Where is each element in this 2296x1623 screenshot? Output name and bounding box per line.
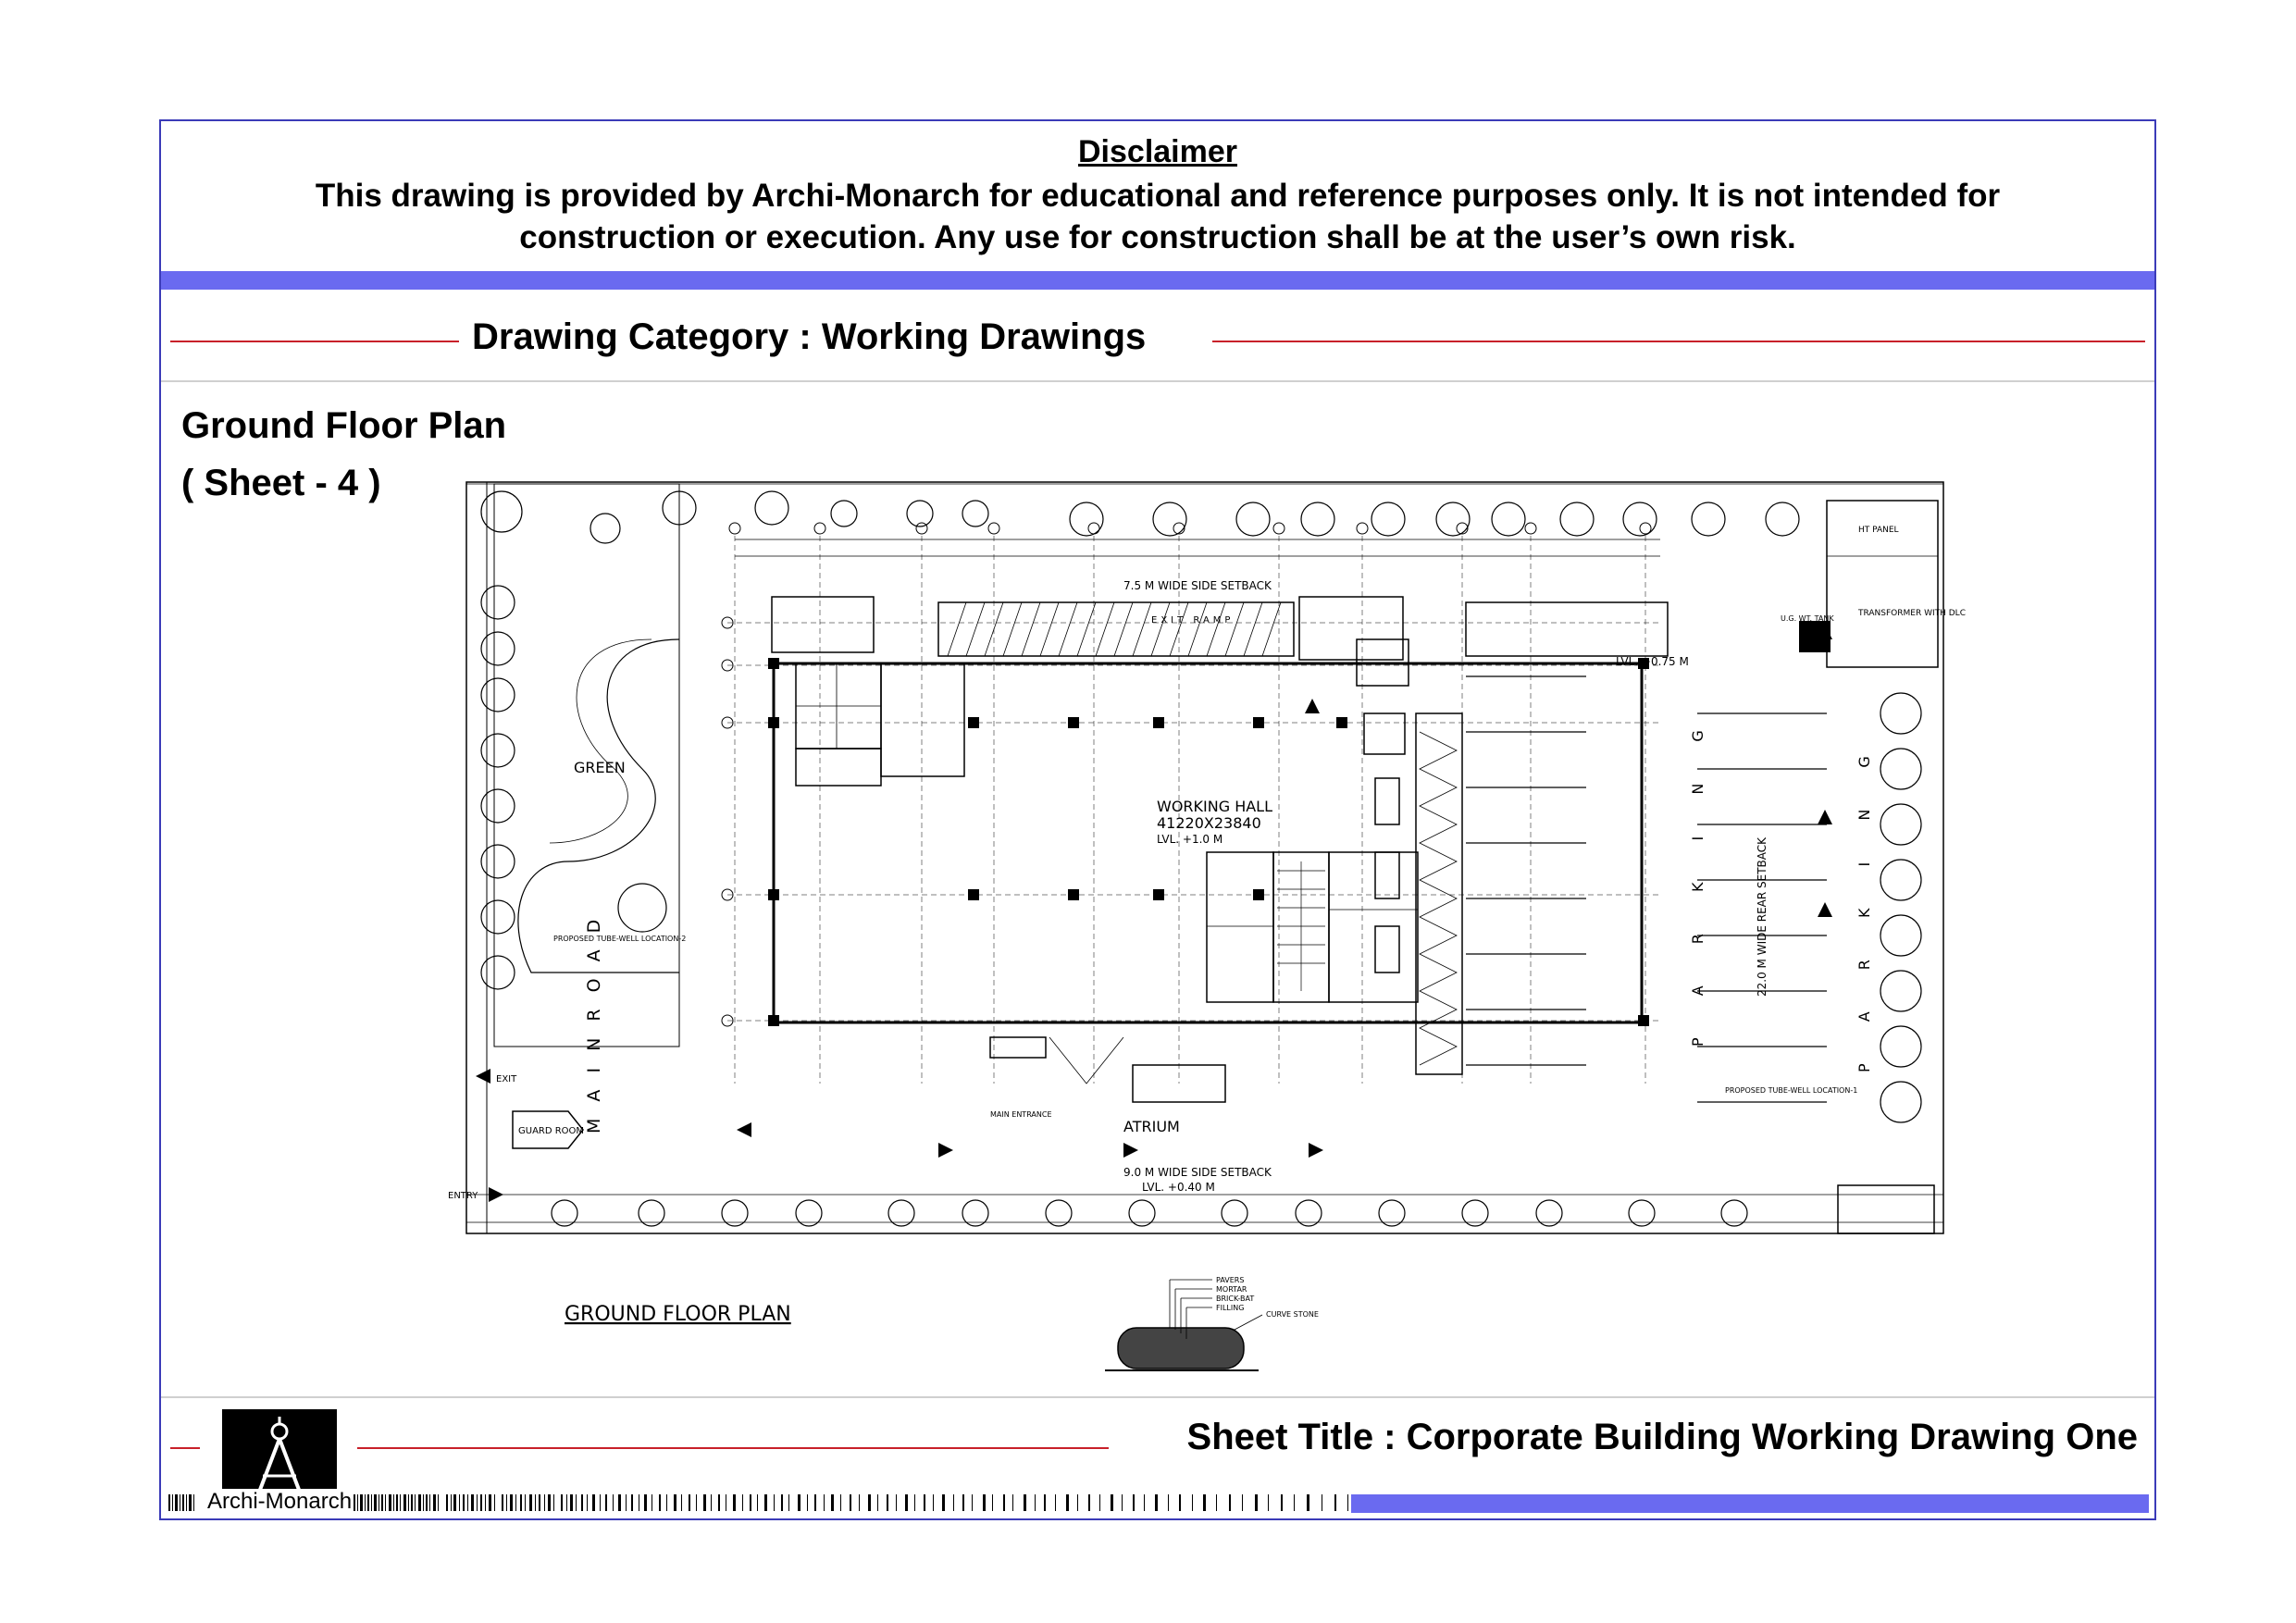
label-entry: ENTRY [448, 1191, 478, 1201]
exit-arrow [476, 1069, 490, 1084]
sheet-frame [159, 119, 2156, 1520]
plan-caption: GROUND FLOOR PLAN [565, 1303, 791, 1326]
detail-pavers: PAVERS [1216, 1276, 1245, 1284]
disclaimer-line-2: construction or execution. Any use for construction shall be at the user’s own risk. [519, 219, 1796, 255]
label-main-road: M A I N R O A D [584, 913, 604, 1134]
label-parking-right: P A R K I N G [1855, 737, 1873, 1072]
disclaimer-title: Disclaimer [1078, 134, 1237, 169]
label-working-hall: WORKING HALL [1157, 798, 1272, 815]
label-atrium: ATRIUM [1123, 1118, 1180, 1135]
label-rear-setback: 22.0 M WIDE REAR SETBACK [1756, 836, 1769, 997]
tree-row-right [1880, 693, 1921, 1122]
label-ug-tank: U.G. WT. TANK [1781, 614, 1834, 623]
footer-divider [161, 1396, 2154, 1398]
footer-blue-band [1351, 1494, 2149, 1513]
plan-sheet-number: ( Sheet - 4 ) [181, 463, 381, 503]
site-boundary [466, 482, 1943, 1233]
detail-brick-bat: BRICK-BAT [1216, 1295, 1255, 1303]
entry-arrow [489, 1187, 503, 1202]
label-main-entrance: MAIN ENTRANCE [990, 1110, 1052, 1119]
logo-text: Archi-Monarch [207, 1489, 353, 1514]
detail-mortar: MORTAR [1216, 1285, 1247, 1294]
label-exit-ramp: EXIT RAMP [1151, 615, 1235, 626]
sheet-title: Sheet Title : Corporate Building Working Drawing One [1186, 1417, 2138, 1457]
label-parking-left: P A R K I N G [1689, 712, 1706, 1047]
footer-rule-left [170, 1447, 200, 1449]
label-transformer: TRANSFORMER WITH DLC [1858, 609, 1966, 618]
label-guard-room: GUARD ROOM [518, 1126, 585, 1136]
label-tube-well-1: PROPOSED TUBE-WELL LOCATION-1 [1725, 1086, 1858, 1095]
label-side-setback-top: 7.5 M WIDE SIDE SETBACK [1123, 579, 1272, 592]
detail-curve-stone: CURVE STONE [1266, 1310, 1319, 1319]
label-green: GREEN [574, 759, 626, 776]
tree-row-left [481, 586, 515, 989]
footer-rule-mid [357, 1447, 1109, 1449]
label-ht-panel: HT PANEL [1858, 526, 1899, 535]
garden-feature [618, 884, 666, 932]
label-hall-level: LVL. +1.0 M [1157, 833, 1223, 846]
label-tube-well-2: PROPOSED TUBE-WELL LOCATION-2 [553, 935, 687, 943]
disclaimer-line-1: This drawing is provided by Archi-Monarch for educational and reference purposes only. It is not intended for [315, 178, 2001, 214]
drawing-category: Drawing Category : Working Drawings [472, 316, 1147, 357]
ground-floor-plan-drawing [161, 121, 2154, 1398]
curb-detail [1105, 1276, 1319, 1370]
detail-filling: FILLING [1216, 1304, 1245, 1312]
barcode-strip [168, 1494, 1362, 1511]
plan-title: Ground Floor Plan [181, 405, 507, 446]
label-top-level: LVL. +0.75 M [1616, 655, 1689, 668]
label-side-setback-bottom: 9.0 M WIDE SIDE SETBACK [1123, 1166, 1272, 1179]
label-exit: EXIT [496, 1074, 517, 1084]
label-bottom-level: LVL. +0.40 M [1142, 1181, 1215, 1194]
label-hall-size: 41220X23840 [1157, 814, 1261, 832]
